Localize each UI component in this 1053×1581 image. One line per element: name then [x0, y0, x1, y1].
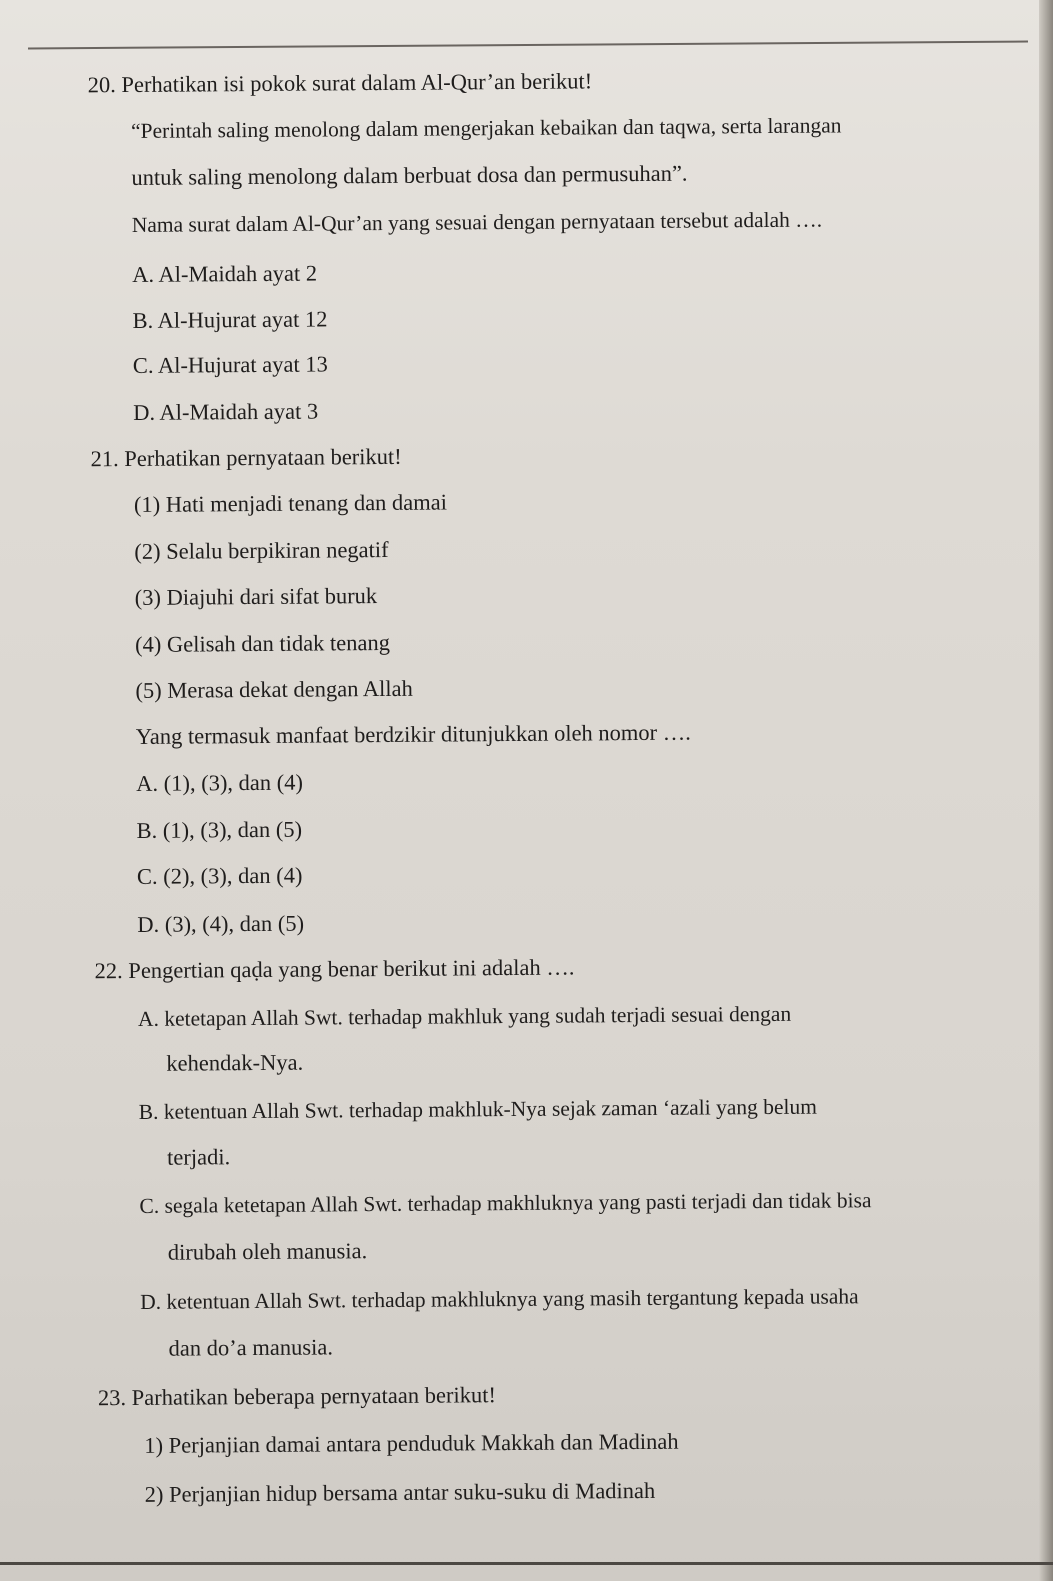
question-20-option-c[interactable]: C. Al-Hujurat ayat 13	[132, 351, 328, 378]
question-21-option-a[interactable]: A. (1), (3), dan (4)	[136, 769, 304, 796]
question-23-number: 23.	[97, 1385, 127, 1411]
question-20-header	[88, 67, 593, 99]
question-21-stem: Perhatikan pernyataan berikut!	[124, 443, 402, 472]
question-23-stem: Parhatikan beberapa pernyataan berikut!	[131, 1382, 497, 1411]
page-edge-shadow	[1039, 0, 1053, 1581]
question-21-statement-4: (4) Gelisah dan tidak tenang	[134, 629, 391, 657]
question-22-option-c[interactable]: C. segala ketetapan Allah Swt. terhadap makhluknya yang pasti terjadi dan tidak bisa	[139, 1188, 872, 1218]
question-23-header	[98, 1381, 496, 1412]
question-20-option-a[interactable]: A. Al-Maidah ayat 2	[132, 260, 318, 287]
question-21-header	[91, 443, 402, 473]
question-22-option-a[interactable]: A. ketetapan Allah Swt. terhadap makhluk yang sudah terjadi sesuai dengan	[137, 1001, 792, 1031]
question-23-statement-1: 1) Perjanjian damai antara penduduk Makkah dan Madinah	[144, 1428, 679, 1458]
question-21-option-b[interactable]: B. (1), (3), dan (5)	[136, 816, 303, 843]
question-20-number: 20.	[87, 72, 116, 98]
question-22-header	[95, 954, 575, 986]
question-22-option-d-cont: dan do’a manusia.	[168, 1334, 334, 1361]
question-22-option-a-cont: kehendak-Nya.	[166, 1049, 304, 1076]
question-22-number: 22.	[94, 958, 123, 984]
question-20-quote-line2: untuk saling menolong dalam berbuat dosa dan permusuhan”.	[131, 160, 688, 190]
question-20-question: Nama surat dalam Al-Qur’an yang sesuai dengan pernyataan tersebut adalah ….	[131, 207, 823, 237]
question-22-option-c-cont: dirubah oleh manusia.	[167, 1238, 368, 1265]
question-21-statement-1: (1) Hati menjadi tenang dan damai	[133, 489, 448, 517]
question-20-option-d[interactable]: D. Al-Maidah ayat 3	[133, 398, 319, 425]
question-21-statement-5: (5) Merasa dekat dengan Allah	[135, 675, 413, 703]
bottom-divider	[0, 1562, 1053, 1565]
question-21-option-c[interactable]: C. (2), (3), dan (4)	[136, 862, 303, 889]
question-21-question: Yang termasuk manfaat berdzikir ditunjukkan oleh nomor ….	[135, 719, 691, 749]
question-23-statement-2: 2) Perjanjian hidup bersama antar suku-suku di Madinah	[144, 1477, 656, 1507]
question-22-option-d[interactable]: D. ketentuan Allah Swt. terhadap makhluknya yang masih tergantung kepada usaha	[140, 1284, 859, 1314]
question-20-option-b[interactable]: B. Al-Hujurat ayat 12	[132, 306, 328, 333]
question-22-option-b[interactable]: B. ketentuan Allah Swt. terhadap makhluk-Nya sejak zaman ‘azali yang belum	[138, 1094, 818, 1124]
question-22-stem: Pengertian qaḍa yang benar berikut ini adalah ….	[128, 954, 575, 984]
question-20-quote-line1: “Perintah saling menolong dalam mengerjakan kebaikan dan taqwa, serta larangan	[130, 113, 842, 143]
question-21-statement-2: (2) Selalu berpikiran negatif	[134, 536, 389, 564]
top-divider	[28, 41, 1028, 50]
question-21-number: 21.	[90, 446, 119, 472]
question-20-stem: Perhatikan isi pokok surat dalam Al-Qur’an berikut!	[121, 68, 593, 98]
question-22-option-b-cont: terjadi.	[166, 1144, 231, 1170]
question-21-statement-3: (3) Diajuhi dari sifat buruk	[134, 583, 378, 610]
question-21-option-d[interactable]: D. (3), (4), dan (5)	[137, 910, 305, 937]
